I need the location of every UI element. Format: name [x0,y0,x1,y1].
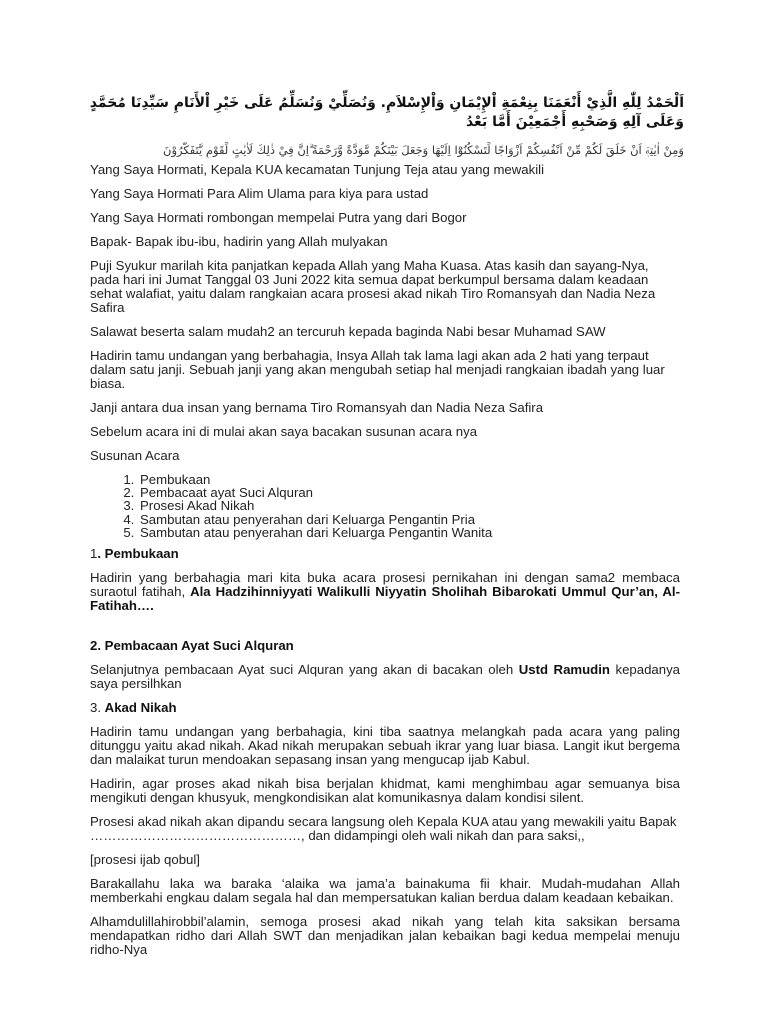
section-3-heading [90,701,680,715]
section-3-title: Akad Nikah [104,700,177,716]
agenda-item: 2. Pembacaat ayat Suci Alquran [138,486,680,499]
agenda-item: 5. Sambutan atau penyerahan dari Keluarga Pengantin Wanita [138,526,680,539]
section-1-body: Hadirin yang berbahagia mari kita buka acara prosesi pernikahan ini dengan sama2 membaca suraotul fatihah, [90,570,680,600]
section-1-text [90,571,680,613]
section-1-heading [90,547,680,561]
greeting-line: Bapak- Bapak ibu-ibu, hadirin yang Allah mulyakan [90,234,388,249]
section-1-bold-prayer: Ala Hadzihinniyyati Walikulli Niyyatin Sholihah Bibarokati Ummul Qur’an, Al-Fatihah…. [90,584,680,614]
agenda-list [90,473,680,539]
agenda-item: 1. Pembukaan [138,473,680,486]
section-3-paragraph: Prosesi akad nikah akan dipandu secara langsung oleh Kepala KUA atau yang mewakili yaitu Bapak …………………………………………, dan didampingi oleh wali nikah dan para saksi,, [90,814,677,844]
intro-paragraph: Hadirin tamu undangan yang berbahagia, Insya Allah tak lama lagi akan ada 2 hati yang terpaut dalam satu janji. Sebuah janji yang akan mengubah setiap hal menjadi rangkaian ibadah yang luar biasa. [90,348,665,391]
intro-paragraph: Salawat beserta salam mudah2 an tercuruh kepada baginda Nabi besar Muhamad SAW [90,324,606,339]
agenda-title: Susunan Acara [90,448,180,463]
section-3-paragraph: Hadirin tamu undangan yang berbahagia, kini tiba saatnya melangkah pada acara yang paling ditunggu yaitu akad nikah. Akad nikah merupakan sebuah ikrar yang luar biasa. Langit ikut bergema dan malaikat turun mendoakan sepasang insan yang mengucap ijab Kabul. [90,724,680,768]
section-2-heading: 2. Pembacaan Ayat Suci Alquran [90,638,294,654]
arabic-verse-line: وَمِنْ اٰيٰتِهٖٓ اَنْ خَلَقَ لَكُمْ مِّنْ اَنْفُسِكُمْ اَزْوَاجًا لِّتَسْكُنُوْٓا اِلَيْهَا وَجَعَلَ بَيْنَكُمْ مَّوَدَّةً وَّرَحْمَةً ۗاِنَّ فِيْ ذٰلِكَ لَاٰيٰتٍ لِّقَوْمٍ يَّتَفَكَّرُوْنَ [163,143,684,157]
section-3-paragraph: Hadirin, agar proses akad nikah bisa berjalan khidmat, kami menghimbau agar semuanya bisa mengikuti dengan khusyuk, mengkondisikan alat komunikasnya dalam kondisi silent. [90,776,680,806]
intro-paragraph: Puji Syukur marilah kita panjatkan kepada Allah yang Maha Kuasa. Atas kasih dan sayang-Nya, pada hari ini Jumat Tanggal 03 Juni 2022 kita semua dapat berkumpul bersama dalam keadaan sehat walafiat, yaitu dalam rangkaian acara prosesi akad nikah Tiro Romansyah dan Nadia Neza Safira [90,258,656,315]
greeting-line: Yang Saya Hormati rombongan mempelai Putra yang dari Bogor [90,210,467,225]
document-body [90,163,680,967]
section-2-reciter-name: Ustd Ramudin [518,662,610,678]
section-2-body: Selanjutnya pembacaan Ayat suci Alquran yang akan di bacakan oleh [90,662,519,678]
intro-paragraph: Janji antara dua insan yang bernama Tiro Romansyah dan Nadia Neza Safira [90,400,544,415]
greeting-line: Yang Saya Hormati, Kepala KUA kecamatan Tunjung Teja atau yang mewakili [90,162,545,177]
section-3-number: 3. [90,700,105,716]
section-3-paragraph: [prosesi ijab qobul] [90,852,200,868]
section-2-text [90,663,680,691]
section-2-body-end: kepadanya saya persilhkan [90,662,680,692]
section-3-paragraph: Alhamdulillahirobbil’alamin, semoga prosesi akad nikah yang telah kita saksikan bersama mendapatkan ridho dari Allah SWT dan menjadikan jalan kebaikan bagi kedua mempelai menuju ridho-Nya [90,914,680,958]
intro-paragraph: Sebelum acara ini di mulai akan saya bacakan susunan acara nya [90,424,478,439]
section-3-paragraph: Barakallahu laka wa baraka ‘alaika wa jama’a bainakuma fii khair. Mudah-mudahan Allah memberkahi engkau dalam segala hal dan mempersatukan kalian berdua dalam keadaan kebaikan. [90,876,680,906]
section-1-title: . Pembukaan [97,546,179,562]
arabic-opening-line: اَلْحَمْدُ لِلّٰهِ الَّذِيْ أَنْعَمَنَا بِنِعْمَةِ اْلإِيْمَانِ وَاْلإِسْلاَمِ. وَنُصَلِّيْ وَنُسَلِّمُ عَلَى خَيْرِ اْلأَنَامِ سَيِّدِنَا مُحَمَّدٍ وَعَلَى آلِهِ وَصَحْبِهِ أَجْمَعِيْنَ أَمَّا بَعْدُ [89,95,684,130]
agenda-item: 4. Sambutan atau penyerahan dari Keluarga Pengantin Pria [138,513,680,526]
agenda-item: 3. Prosesi Akad Nikah [138,499,680,512]
greeting-line: Yang Saya Hormati Para Alim Ulama para kiya para ustad [90,186,429,201]
section-1-number: 1 [90,546,98,562]
